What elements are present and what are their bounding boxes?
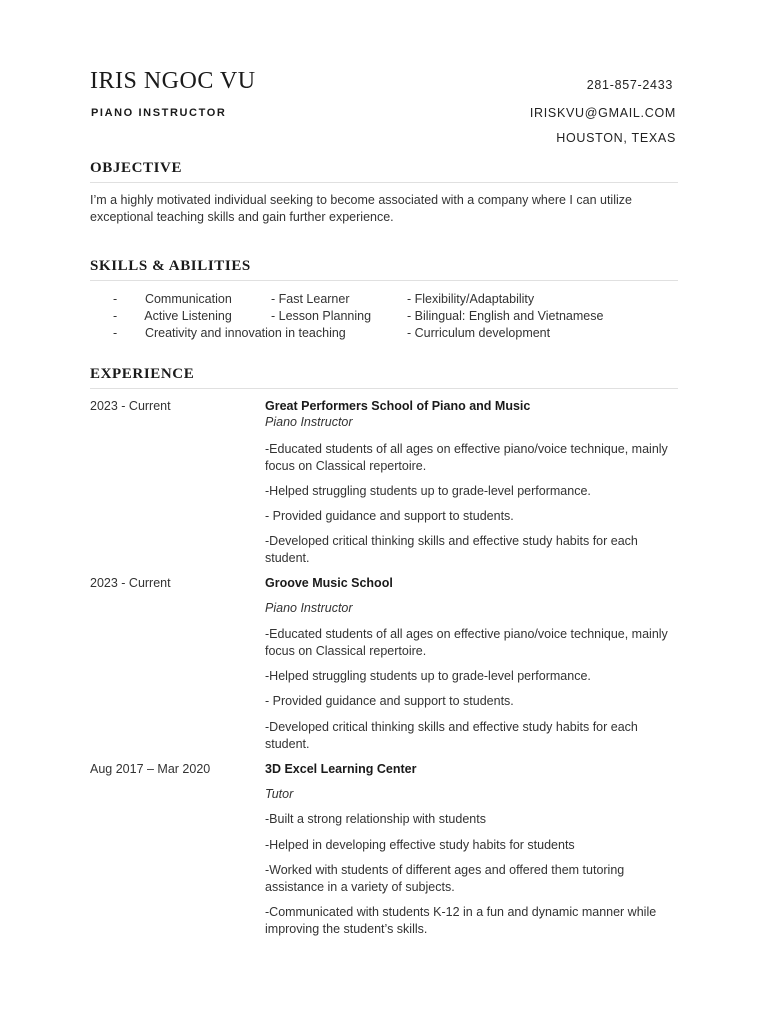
skill-item: - Flexibility/Adaptability (407, 292, 535, 306)
job-date: 2023 - Current (90, 576, 171, 590)
contact-email: IRISKVU@GMAIL.COM (529, 106, 676, 120)
skill-item: - Bilingual: English and Vietnamese (407, 309, 604, 323)
contact-phone: 281-857-2433 (586, 78, 673, 92)
job-company: Great Performers School of Piano and Music (265, 399, 531, 413)
job-title: Piano Instructor (265, 415, 353, 429)
job-bullet: -Helped struggling students up to grade-level performance. (265, 484, 591, 498)
candidate-role: PIANO INSTRUCTOR (91, 107, 227, 119)
job-title: Piano Instructor (265, 601, 353, 615)
job-title: Tutor (265, 787, 294, 801)
experience-divider (90, 388, 678, 389)
objective-divider (90, 182, 678, 183)
skill-item: - Communication (113, 292, 232, 306)
job-company: 3D Excel Learning Center (265, 762, 417, 776)
candidate-name: IRIS NGOC VU (90, 68, 256, 94)
skills-heading: SKILLS & ABILITIES (90, 258, 251, 274)
job-date: Aug 2017 – Mar 2020 (90, 762, 211, 776)
job-bullet: -Educated students of all ages on effective piano/voice technique, mainly focus on Classical repertoire. (265, 627, 668, 658)
job-bullet: -Developed critical thinking skills and effective study habits for each student. (265, 534, 638, 565)
skill-item: - Active Listening (113, 309, 232, 323)
job-bullet: -Communicated with students K-12 in a fun and dynamic manner while improving the student’s skills. (265, 905, 657, 936)
job-bullet: -Worked with students of different ages and offered them tutoring assistance in a variety of subjects. (265, 863, 625, 894)
job-bullet: - Provided guidance and support to students. (265, 509, 514, 523)
skill-item: - Lesson Planning (271, 309, 372, 323)
objective-text: I’m a highly motivated individual seeking to become associated with a company where I can utilize exceptional teaching skills and gain further experience. (90, 193, 632, 224)
experience-heading: EXPERIENCE (90, 366, 195, 382)
job-bullet: -Developed critical thinking skills and effective study habits for each student. (265, 720, 638, 751)
skill-item: - Fast Learner (271, 292, 350, 306)
skills-divider (90, 280, 678, 281)
job-bullet: -Helped struggling students up to grade-level performance. (265, 669, 591, 683)
job-bullet: -Educated students of all ages on effective piano/voice technique, mainly focus on Classical repertoire. (265, 442, 668, 473)
skill-item: - Curriculum development (407, 326, 551, 340)
contact-location: HOUSTON, TEXAS (556, 131, 676, 145)
job-bullet: - Provided guidance and support to students. (265, 694, 514, 708)
objective-heading: OBJECTIVE (90, 160, 183, 176)
job-bullet: -Built a strong relationship with students (265, 812, 486, 826)
job-date: 2023 - Current (90, 399, 171, 413)
job-bullet: -Helped in developing effective study habits for students (265, 838, 575, 852)
job-company: Groove Music School (265, 576, 393, 590)
skill-item: - Creativity and innovation in teaching (113, 326, 346, 340)
